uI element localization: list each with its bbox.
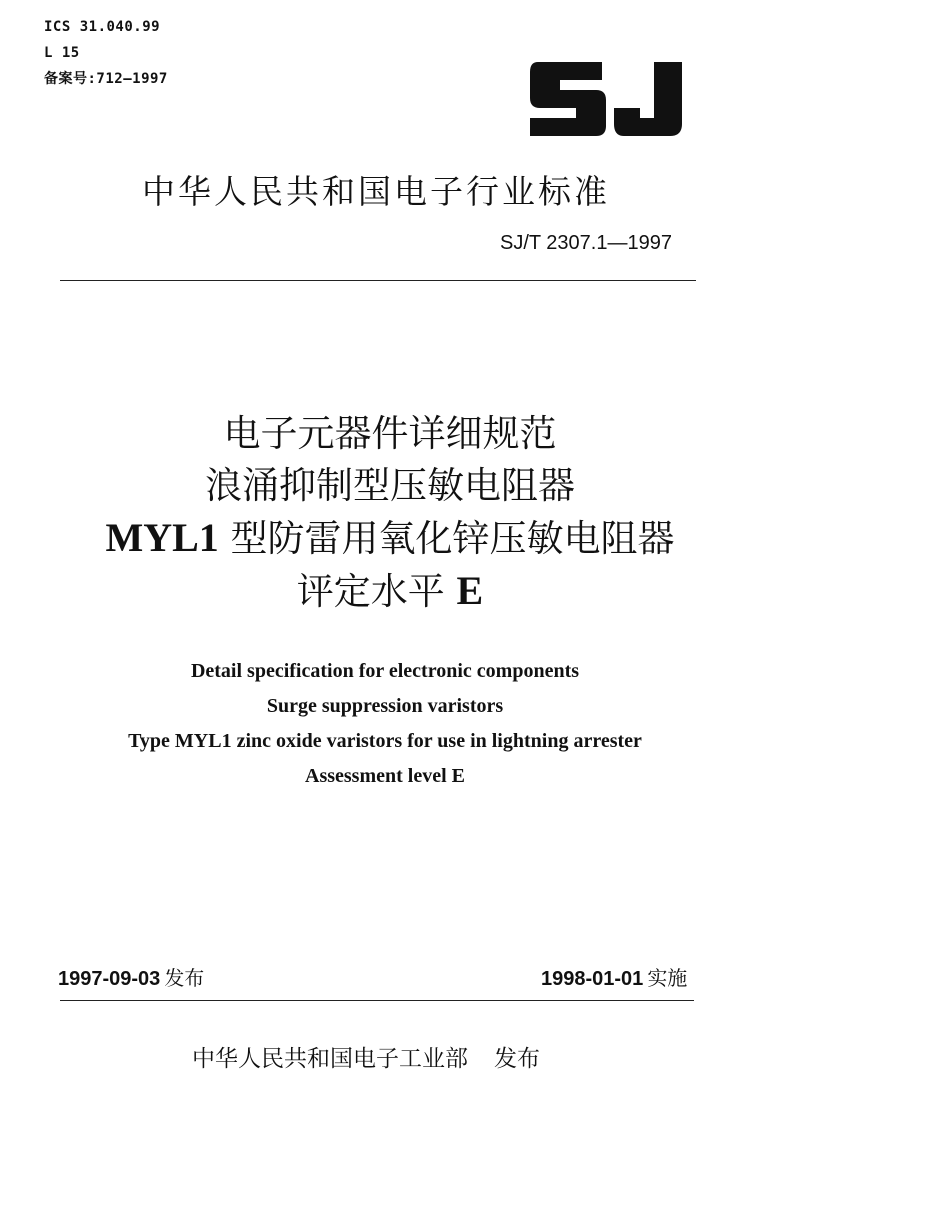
cn-title-line-1: 电子元器件详细规范 [223,412,557,455]
cn-title-line-2: 浪涌抑制型压敏电阻器 [205,464,575,507]
english-title [60,654,710,794]
chinese-title [20,408,760,618]
cn-title-line-4 [20,565,760,618]
en-title-line-3: Type MYL1 zinc oxide varistors for use in lightning arrester [128,730,642,752]
en-title-line-4: Assessment level E [305,765,465,787]
record-number: 备案号:712—1997 [44,71,168,87]
classification-codes [44,14,168,92]
ics-code: ICS 31.040.99 [44,19,161,35]
category-code: L 15 [44,45,80,61]
standard-number: SJ/T 2307.1—1997 [500,232,672,254]
header-divider [60,280,696,281]
cn-title-level: E [456,568,484,613]
effective-label: 实施 [647,966,688,990]
effective-date-value: 1998-01-01 [541,968,644,990]
cn-title-model: MYL1 [105,515,219,560]
publisher [192,1040,540,1073]
cn-title-line-3-text: 型防雷用氧化锌压敏电阻器 [230,517,675,560]
standard-name: 中华人民共和国电子行业标准 [142,172,610,211]
sj-logo [526,60,686,138]
en-title-line-2: Surge suppression varistors [266,695,504,717]
en-title-line-1: Detail specification for electronic components [190,660,580,682]
effective-date [541,962,687,991]
publisher-action: 发布 [494,1046,540,1072]
footer-divider [60,1000,694,1001]
issue-label: 发布 [164,966,205,990]
issue-date-value: 1997-09-03 [58,968,161,990]
publisher-name: 中华人民共和国电子工业部 [192,1046,468,1072]
cn-title-line-4-text: 评定水平 [296,570,445,613]
cn-title-line-3 [20,512,760,565]
issue-date [58,962,204,991]
